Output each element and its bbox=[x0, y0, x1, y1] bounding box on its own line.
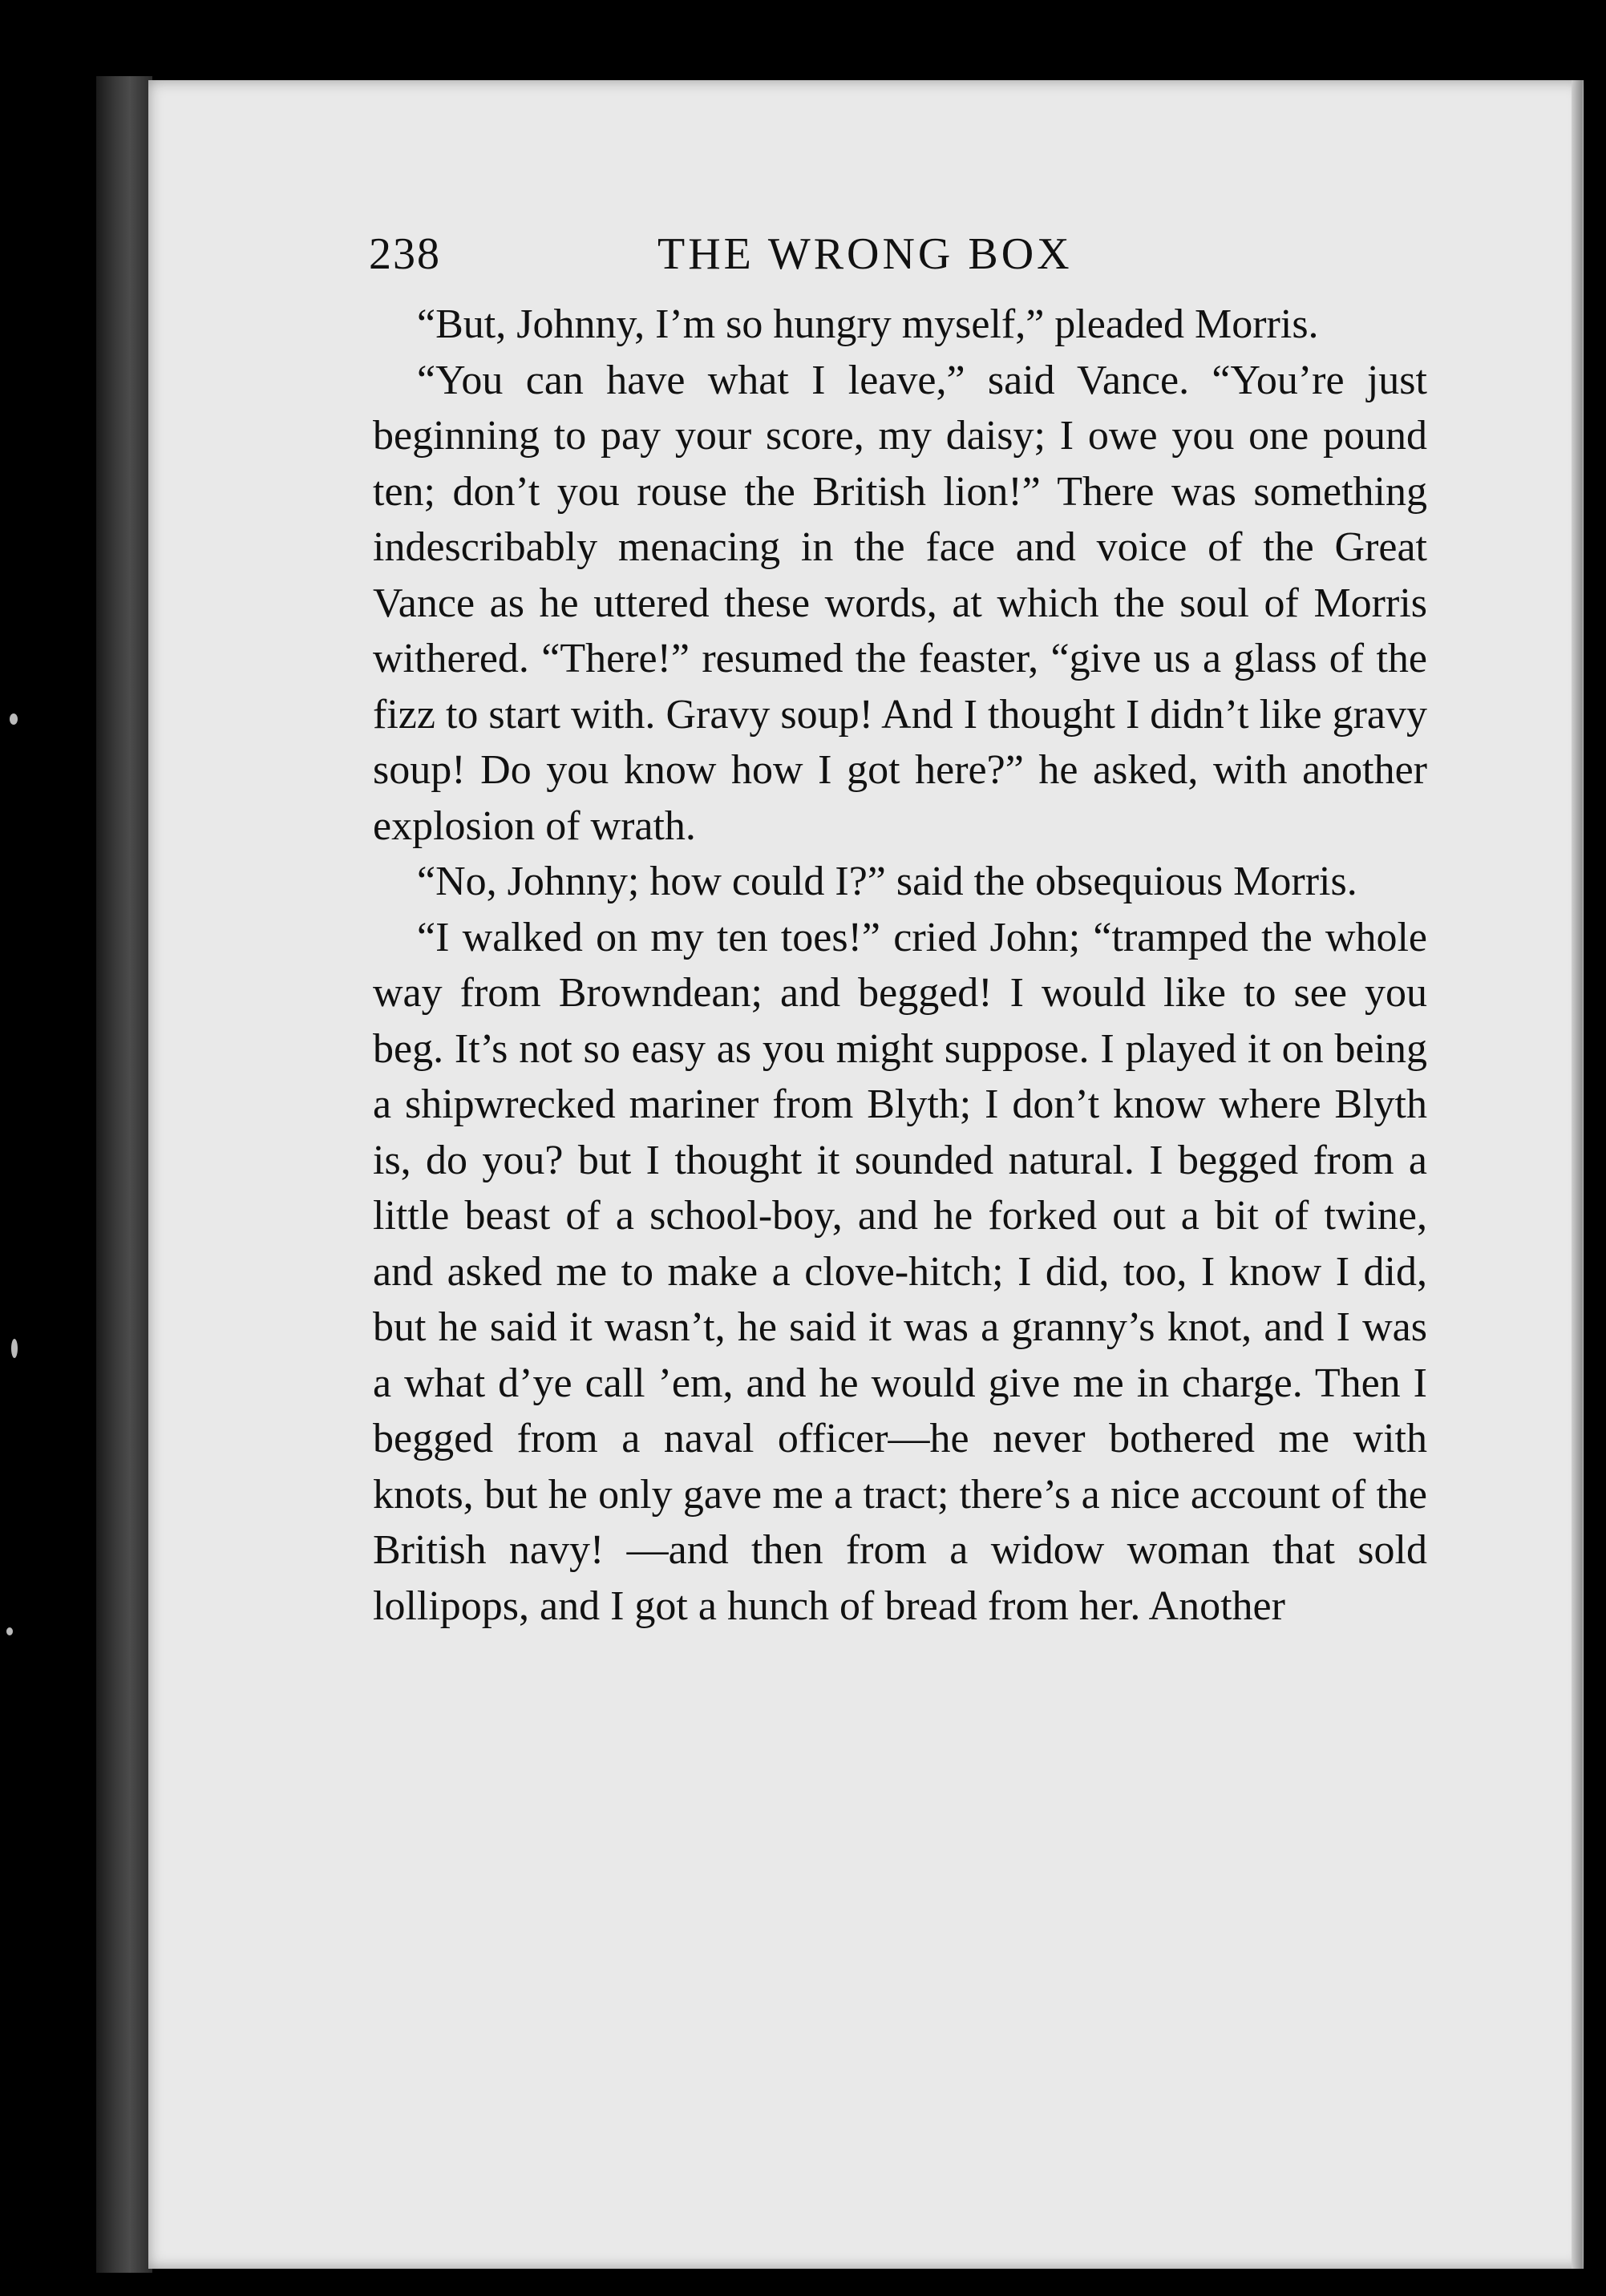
paragraph: “You can have what I leave,” said Vance. “You’re just beginning to pay your score, my daisy; I owe you one pound ten; don’t you rouse the British lion!” There was something indescribably menacing in the face and voice of the Great Vance as he uttered these words, at which the soul of Morris withered. “There!” resumed the feaster, “give us a glass of the fizz to start with. Gravy soup! And I thought I didn’t like gravy soup! Do you know how I got here?” he asked, with another explosion of wrath. bbox=[373, 357, 1427, 849]
paragraph: “But, Johnny, I’m so hungry myself,” pleaded Morris. bbox=[417, 301, 1319, 347]
book-title: THE WRONG BOX bbox=[657, 229, 1073, 279]
scan-speck bbox=[11, 1339, 18, 1358]
page-edge bbox=[1572, 80, 1583, 2269]
running-head bbox=[369, 228, 1427, 277]
paragraph: “No, Johnny; how could I?” said the obsequious Morris. bbox=[417, 859, 1357, 904]
paragraph: “I walked on my ten toes!” cried John; “tramped the whole way from Browndean; and begged! I would like to see you beg. It’s not so easy as you might suppose. I played it on being a shipwrecked mariner from Blyth; I don’t know where Blyth is, do you? but I thought it sounded natural. I begged from a little beast of a school-boy, and he forked out a bit of twine, and asked me to make a clove-hitch; I did, too, I know I did, but he said it wasn’t, he said it was a granny’s knot, and I was a what d’ye call ’em, and he would give me in charge. Then I begged from a naval officer—he never bothered me with knots, but he only gave me a tract; there’s a nice account of the British navy! —and then from a widow woman that sold lollipops, and I got a hunch of bread from her. Another bbox=[373, 914, 1427, 1629]
scan-speck bbox=[6, 1627, 13, 1635]
page-number: 238 bbox=[369, 229, 441, 279]
body-text bbox=[373, 297, 1427, 1634]
scan-speck bbox=[10, 713, 18, 725]
book-spine bbox=[96, 76, 152, 2273]
